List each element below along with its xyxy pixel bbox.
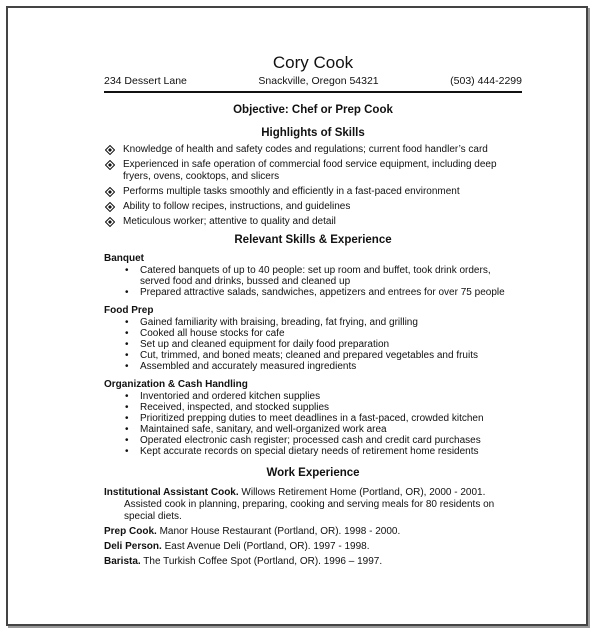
skill-group-list	[104, 391, 522, 457]
work-list	[104, 487, 522, 568]
job-entry	[104, 526, 522, 538]
bullet-icon: •	[125, 287, 129, 298]
skill-group-heading: Organization & Cash Handling	[104, 379, 248, 390]
document-frame	[6, 6, 588, 626]
highlight-item: Ability to follow recipes, instructions, and guidelines	[104, 201, 522, 213]
job-entry	[104, 487, 522, 523]
bullet-icon: •	[125, 402, 129, 413]
bullet-icon: •	[125, 265, 129, 276]
list-item: • Cut, trimmed, and boned meats; cleaned and prepared vegetables and fruits	[125, 350, 478, 361]
list-item: • Gained familiarity with braising, breading, fat frying, and grilling	[125, 317, 418, 328]
highlight-item: Performs multiple tasks smoothly and efficiently in a fast-paced environment	[104, 186, 522, 198]
objective: Objective: Chef or Prep Cook	[233, 104, 393, 116]
skill-group-organization	[104, 379, 522, 457]
list-item: • Assembled and accurately measured ingredients	[125, 361, 357, 372]
list-item: • Kept accurate records on special dietary needs of retirement home residents	[125, 446, 479, 457]
header-divider	[104, 91, 522, 93]
highlight-item: Knowledge of health and safety codes and regulations; current food handler’s card	[104, 144, 522, 156]
relevant-title: Relevant Skills & Experience	[234, 234, 392, 246]
job-role: Institutional Assistant Cook.	[104, 487, 239, 498]
list-item: • Operated electronic cash register; processed cash and credit card purchases	[125, 435, 481, 446]
list-item: • Prioritized prepping duties to meet deadlines in a fast-paced, crowded kitchen	[125, 413, 484, 424]
list-item: • Catered banquets of up to 40 people: set up room and buffet, took drink orders, served food and drinks, bussed and cleaned up	[125, 265, 491, 287]
skill-group-banquet	[104, 253, 522, 298]
list-item: • Inventoried and ordered kitchen supplies	[125, 391, 321, 402]
bullet-icon: •	[125, 424, 129, 435]
job-role: Deli Person.	[104, 541, 162, 552]
job-role: Prep Cook.	[104, 526, 157, 537]
job-entry	[104, 541, 522, 553]
skill-group-food-prep	[104, 305, 522, 372]
bullet-icon: •	[125, 391, 129, 402]
resume-page	[104, 52, 522, 568]
job-detail: Assisted cook in planning, preparing, cooking and serving meals for 80 residents on special diets.	[124, 499, 495, 522]
diamond-bullet-icon	[105, 217, 115, 227]
contact-line	[104, 74, 522, 88]
job-place: The Turkish Coffee Spot (Portland, OR). 1996 – 1997.	[140, 556, 383, 567]
bullet-icon: •	[125, 446, 129, 457]
job-entry	[104, 556, 522, 568]
list-item: • Cooked all house stocks for cafe	[125, 328, 285, 339]
bullet-icon: •	[125, 435, 129, 446]
list-item: • Received, inspected, and stocked supplies	[125, 402, 330, 413]
list-item: • Set up and cleaned equipment for daily food preparation	[125, 339, 390, 350]
job-place: Willows Retirement Home (Portland, OR), 2000 - 2001.	[238, 487, 486, 498]
highlights-title: Highlights of Skills	[261, 127, 365, 139]
bullet-icon: •	[125, 361, 129, 372]
highlight-item: Experienced in safe operation of commercial food service equipment, including deep fryers, ovens, cooktops, and slicers	[104, 159, 522, 183]
skill-group-heading: Banquet	[104, 253, 144, 264]
city-state-zip: Snackville, Oregon 54321	[258, 75, 379, 87]
bullet-icon: •	[125, 317, 129, 328]
diamond-bullet-icon	[105, 202, 115, 212]
diamond-bullet-icon	[105, 187, 115, 197]
bullet-icon: •	[125, 413, 129, 424]
bullet-icon: •	[125, 328, 129, 339]
job-place: Manor House Restaurant (Portland, OR). 1998 - 2000.	[156, 526, 401, 537]
highlight-item: Meticulous worker; attentive to quality and detail	[104, 216, 522, 228]
job-role: Barista.	[104, 556, 141, 567]
skill-group-heading: Food Prep	[104, 305, 154, 316]
work-title: Work Experience	[266, 467, 360, 479]
diamond-bullet-icon	[105, 145, 115, 155]
list-item: • Prepared attractive salads, sandwiches, appetizers and entrees for over 75 people	[125, 287, 505, 298]
bullet-icon: •	[125, 350, 129, 361]
diamond-bullet-icon	[105, 160, 115, 170]
list-item: • Maintained safe, sanitary, and well-organized work area	[125, 424, 387, 435]
highlights-list	[104, 144, 522, 228]
street-address: 234 Dessert Lane	[104, 75, 187, 87]
bullet-icon: •	[125, 339, 129, 350]
skill-group-list	[104, 317, 522, 372]
job-place: East Avenue Deli (Portland, OR). 1997 - 1998.	[161, 541, 370, 552]
resume-name: Cory Cook	[272, 53, 354, 72]
skill-group-list	[104, 265, 522, 298]
phone-number: (503) 444-2299	[450, 75, 522, 87]
